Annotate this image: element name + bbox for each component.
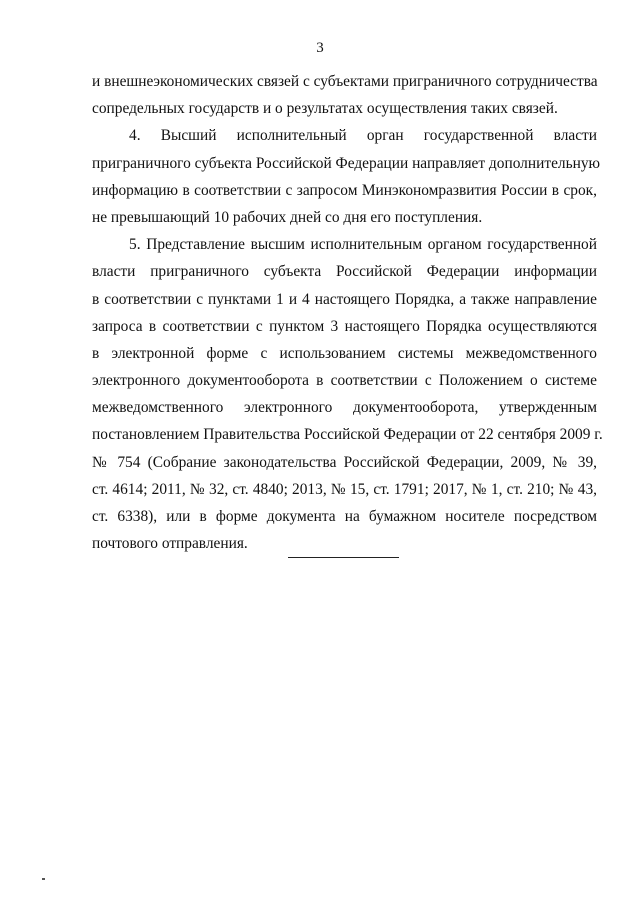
text-line: № 754 (Собрание законодательства Российской Федерации, 2009, № 39, [92,453,597,471]
text-line: сопредельных государств и о результатах осуществления таких связей. [92,100,558,118]
paragraph-continuation [92,68,597,122]
text-line: не превышающий 10 рабочих дней со дня его поступления. [92,208,483,226]
text-line: электронного документооборота в соответствии с Положением о системе [92,372,597,390]
text-line: почтового отправления. [92,535,248,553]
text-line: и внешнеэкономических связей с субъектами приграничного сотрудничества [92,73,598,90]
text-line: постановлением Правительства Российской Федерации от 22 сентября 2009 г. [92,426,603,444]
scan-artifact-mark [42,878,45,880]
end-separator-line [288,557,399,558]
text-line: 5. Представление высшим исполнительным органом государственной [129,236,597,254]
text-line: в соответствии с пунктами 1 и 4 настоящего Порядка, а также направление [92,290,597,308]
page-number: 3 [316,40,324,56]
document-body [92,68,603,557]
text-line: ст. 4614; 2011, № 32, ст. 4840; 2013, № 15, ст. 1791; 2017, № 1, ст. 210; № 43, [92,480,597,498]
paragraph-item-4 [92,122,601,231]
text-line: ст. 6338), или в форме документа на бумажном носителе посредством [92,508,597,525]
text-line: запроса в соответствии с пунктом 3 настоящего Порядка осуществляются [92,317,597,335]
text-line: межведомственного электронного документооборота, утвержденным [92,399,597,417]
text-line: информацию в соответствии с запросом Минэкономразвития России в срок, [92,181,597,199]
text-line: 4. Высший исполнительный орган государственной власти [129,127,597,145]
text-line: власти приграничного субъекта Российской Федерации информации [92,263,597,281]
paragraph-item-5 [92,231,603,557]
text-line: приграничного субъекта Российской Федерации направляет дополнительную [92,154,601,172]
text-line: в электронной форме с использованием системы межведомственного [92,344,597,362]
